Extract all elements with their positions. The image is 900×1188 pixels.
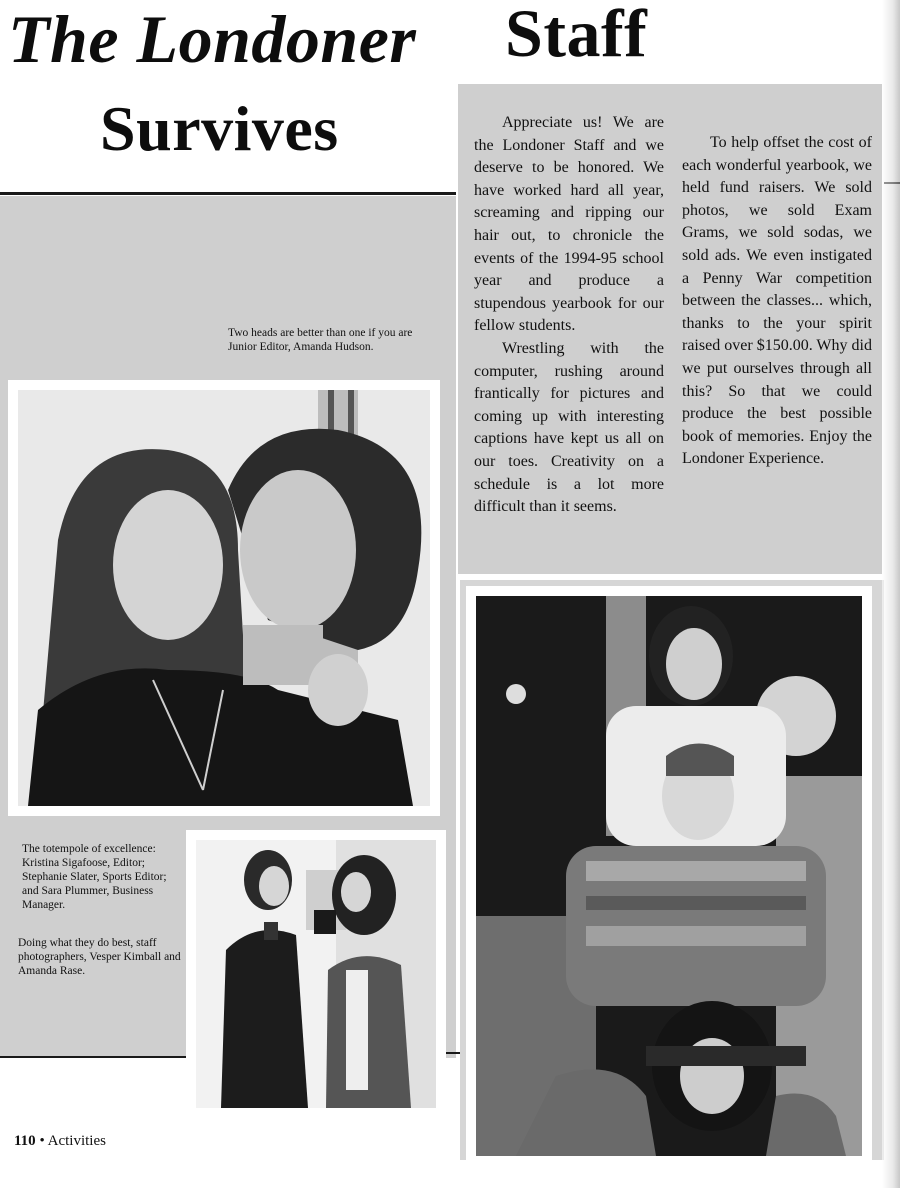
article-paragraph: Appreciate us! We are the Londoner Staff and we deserve to be honored. We have worked hard all year, screaming and ripping our hair out, to chronicle the events of the 1994-95 school year and produce a stupendous yearbook for our fellow students. <box>474 114 664 335</box>
article-paragraph: Wrestling with the computer, rushing around frantically for pictures and coming up with interesting captions have kept us all on our toes. Creativity on a schedule is a lot more difficult than it seems. <box>474 339 664 516</box>
page-folio <box>14 1133 106 1150</box>
photo-photographers <box>186 830 446 1118</box>
headline-line2: Survives <box>100 93 339 164</box>
left-bottom-rule <box>0 1056 190 1058</box>
photo-totempole-image <box>476 596 862 1156</box>
page-number: 110 <box>14 1133 36 1149</box>
folio-bullet: • <box>39 1133 45 1149</box>
caption-photographers: Doing what they do best, staff photographers, Vesper Kimball and Amanda Rase. <box>18 937 181 977</box>
photo-two-heads-image <box>18 390 430 806</box>
caption-totempole: The totempole of excellence: Kristina Sigafoose, Editor; Stephanie Slater, Sports Editor; and Sara Plummer, Business Manager. <box>22 843 167 911</box>
headline-line1: The Londoner <box>8 1 417 77</box>
folio-section: Activities <box>47 1133 106 1149</box>
photo-two-heads <box>8 380 440 816</box>
left-top-rule <box>0 192 456 195</box>
headline-staff: Staff <box>505 0 648 71</box>
page-edge-shadow <box>882 0 900 1188</box>
photo-totempole <box>466 586 872 1166</box>
article-column-1 <box>474 112 664 519</box>
caption-junior-editor: Two heads are better than one if you are Junior Editor, Amanda Hudson. <box>228 327 413 353</box>
article-column-2 <box>682 132 872 471</box>
photo-photographers-image <box>196 840 436 1108</box>
article-paragraph: To help offset the cost of each wonderful yearbook, we held fund raisers. We sold photos, we sold Exam Grams, we sold sodas, we sold ads. We even instigated a Penny War competition between the classes... which, thanks to the your spirit raised over $150.00. Why did we put ourselves through all this? So that we could produce the best possible book of memories. Enjoy the Londoner Experience. <box>682 134 872 468</box>
